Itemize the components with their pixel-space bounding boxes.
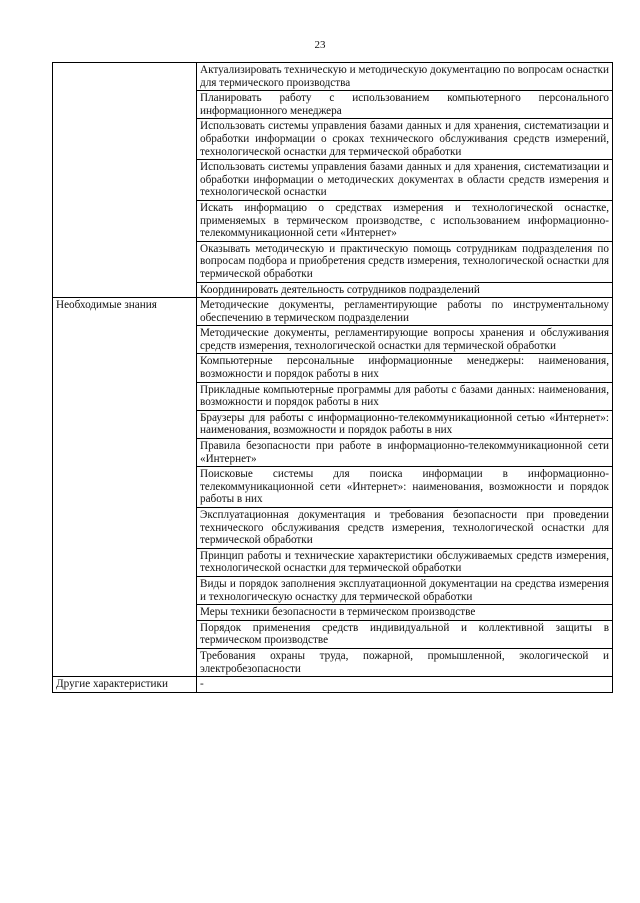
requirement-item: Координировать деятельность сотрудников подразделений bbox=[197, 282, 613, 298]
page-number: 23 bbox=[314, 39, 326, 51]
table-row bbox=[53, 677, 613, 693]
requirement-item: Поисковые системы для поиска информации в информационно-телекоммуникационной сети «Интернет»: наименования, возможности и порядок работы в них bbox=[197, 467, 613, 508]
table-row bbox=[53, 63, 613, 91]
requirement-item: Оказывать методическую и практическую помощь сотрудникам подразделения по вопросам подбора и приобретения средств измерения, технологической оснастки для термической обработки bbox=[197, 241, 613, 282]
requirement-item: Эксплуатационная документация и требования безопасности при проведении технического обслуживания средств измерения, технологической оснастки для термической обработки bbox=[197, 508, 613, 549]
requirement-item: Принцип работы и технические характеристики обслуживаемых средств измерения, технологической оснастки для термической обработки bbox=[197, 548, 613, 576]
requirement-item: Прикладные компьютерные программы для работы с базами данных: наименования, возможности и порядок работы в них bbox=[197, 382, 613, 410]
requirement-item: Планировать работу с использованием компьютерного персонального информационного менеджера bbox=[197, 91, 613, 119]
requirement-item: Правила безопасности при работе в информационно-телекоммуникационной сети «Интернет» bbox=[197, 439, 613, 467]
requirement-item: Использовать системы управления базами данных и для хранения, систематизации и обработки информации о методических документах в области средств измерения и технологической оснастки bbox=[197, 160, 613, 201]
requirement-item: Методические документы, регламентирующие вопросы хранения и обслуживания средств измерения, технологической оснастки для термической обработки bbox=[197, 326, 613, 354]
section-label: Необходимые знания bbox=[53, 298, 197, 677]
requirement-item: Искать информацию о средствах измерения и технологической оснастке, применяемых в термическом производстве, с использованием информационно-телекоммуникационной сети «Интернет» bbox=[197, 200, 613, 241]
requirement-item: Методические документы, регламентирующие работы по инструментальному обеспечению в термическом подразделении bbox=[197, 298, 613, 326]
section-label-empty bbox=[53, 63, 197, 298]
requirements-table bbox=[52, 62, 613, 693]
requirement-item: Порядок применения средств индивидуальной и коллективной защиты в термическом производстве bbox=[197, 620, 613, 648]
requirement-item: Использовать системы управления базами данных и для хранения, систематизации и обработки информации о сроках технического обслуживания средств измерений, технологической оснастки для термической обработки bbox=[197, 119, 613, 160]
requirement-item: Актуализировать техническую и методическую документацию по вопросам оснастки для термического производства bbox=[197, 63, 613, 91]
section-label: Другие характеристики bbox=[53, 677, 197, 693]
requirement-item: Меры техники безопасности в термическом производстве bbox=[197, 605, 613, 621]
requirement-item: Виды и порядок заполнения эксплуатационной документации на средства измерения и технологическую оснастку для термической обработки bbox=[197, 576, 613, 604]
requirement-item: Требования охраны труда, пожарной, промышленной, экологической и электробезопасности bbox=[197, 648, 613, 676]
table-body bbox=[53, 63, 613, 693]
requirement-item: Браузеры для работы с информационно-телекоммуникационной сетью «Интернет»: наименования, возможности и порядок работы в них bbox=[197, 410, 613, 438]
requirement-item: Компьютерные персональные информационные менеджеры: наименования, возможности и порядок работы в них bbox=[197, 354, 613, 382]
requirement-item: - bbox=[197, 677, 613, 693]
table-row bbox=[53, 298, 613, 326]
